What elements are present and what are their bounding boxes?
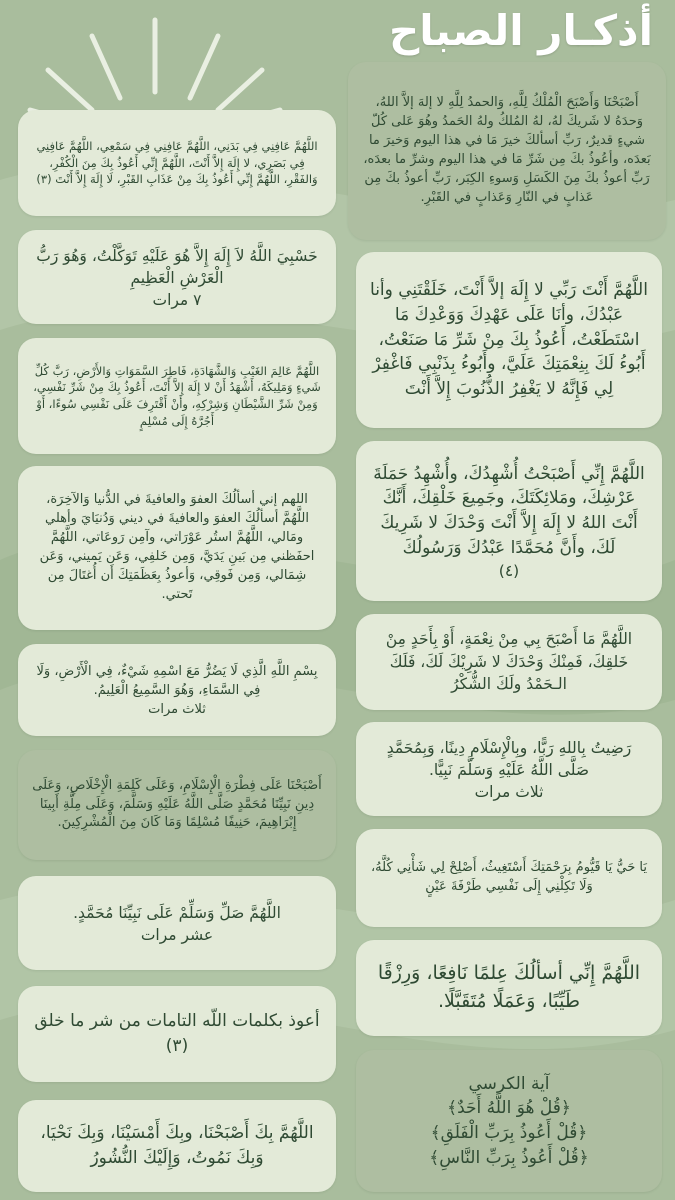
zikr-text: أعوذ بكلمات اللّه التامات من شر ما خلق (٣) [34, 1011, 320, 1056]
zikr-text: آية الكرسي ﴿قُلْ هُوَ اللَّهُ أَحَدٌ﴾ ﴿قُلْ أَعُوذُ بِرَبِّ الْفَلَقِ﴾ ﴿قُلْ أَعُوذُ بِرَبِّ النَّاسِ﴾ [429, 1073, 589, 1168]
zikr-card-right-8 [356, 1050, 662, 1192]
repeat-count: ثلاث مرات [148, 702, 206, 718]
zikr-text: اللَّهُمَّ عَالِمَ الغَيْبِ وَالشَّهَادَةِ، فَاطِرَ السَّمَوَاتِ وَالأَرْضِ، رَبَّ كُلِّ شَيءٍ وَمَلِيكَهُ، أَشْهَدُ أَنْ لا إِلَهَ إِلاَّ أَنْتَ، أَعُوذُ بِكَ مِنْ شَرِّ نَفْسِي، وَمِنْ شَرِّ الشَّيْطَانِ وَشِرْكِهِ، وأَنْ أَقْتَرِفَ عَلَى نَفْسِي سُوءًا، أَوْ أَجُرَّهُ إِلَى مُسْلِمٍ [33, 363, 321, 428]
zikr-card-right-1 [348, 62, 666, 240]
zikr-card-left-1 [18, 110, 336, 216]
zikr-text: يَا حَيُّ يَا قَيُّومُ بِرَحْمَتِكَ أَسْتَغِيثُ، أَصْلِحْ لِي شَأْنِي كُلَّهُ، وَلَا تَكِلْنِي إِلَى نَفْسِي طَرْفَةَ عَيْنٍ [370, 860, 648, 894]
repeat-count: (٤) [498, 562, 520, 581]
zikr-text: أَصْبَحْنَا عَلَى فِطْرَةِ الْإِسْلَامِ، وَعَلَى كَلِمَةِ الْإِخْلَاصِ، وَعَلَى دِينِ نَبِيِّنَا مُحَمَّدٍ صَلَّى اللَّهُ عَلَيْهِ وَسَلَّمَ، وَعَلَى مِلَّةِ أَبِينَا إِبْرَاهِيمَ، حَنِيفًا مُسْلِمًا وَمَا كَانَ مِنَ الْمُشْرِكِينَ. [32, 777, 322, 831]
zikr-card-left-3 [18, 338, 336, 454]
zikr-card-right-2 [356, 252, 662, 428]
zikr-text: حَسْبِيَ اللَّهُ لاَ إِلَهَ إِلاَّ هُوَ عَلَيْهِ تَوَكَّلْتُ، وَهُوَ رَبُّ الْعَرْشِ الْعَظِيمِ [36, 246, 318, 287]
zikr-card-right-4 [356, 614, 662, 710]
zikr-text: اللَّهُمَّ عَافِنِي فِي بَدَنِي، اللَّهُمَّ عَافِنِي فِي سَمْعِي، اللَّهُمَّ عَافِنِي فِي بَصَرِي، لا إِلَهَ إِلاَّ أَنْتَ، اللَّهُمَّ إِنِّي أَعُوذُ بِكَ مِنَ الْكُفْرِ، وَالفَقْرِ، اللَّهُمَّ إِنِّي أَعُوذُ بِكَ مِنْ عَذَابِ القَبْرِ، لَا إِلَهَ إِلاَّ أَنْتَ (٣) [36, 138, 318, 187]
zikr-card-right-7 [356, 940, 662, 1036]
zikr-text: اللَّهُمَّ إِنِّي أَصْبَحْتُ أُشْهِدُكَ، وأُشْهِدُ حَمَلَةَ عَرْشِكَ، ومَلائِكَتَكَ، وجَمِيعَ خَلْقِكَ، أَنَّكَ أَنْتَ اللهُ لا إِلَهَ إِلاَّ أَنْتَ وَحْدَكَ لا شَرِيكَ لَكَ، وأَنَّ مُحَمَّدًا عَبْدُكَ وَرَسُولُكَ [373, 463, 645, 558]
zikr-card-left-4 [18, 466, 336, 630]
zikr-card-left-6 [18, 750, 336, 860]
zikr-card-right-6 [356, 829, 662, 927]
zikr-text: اللَّهُمَّ مَا أَصْبَحَ بِي مِنْ نِعْمَةٍ، أَوْ بِأَحَدٍ مِنْ خَلقِكَ، فَمِنْكَ وَحْدَكَ لا شَرِيْكَ لَكَ، فَلَكَ الـحَمْدُ ولَكَ الشُّكْرُ [385, 630, 633, 694]
page-title: أذكـار الصباح [388, 6, 653, 55]
zikr-text: اللَّهُمَّ بِكَ أَصْبَحْنَا، وبِكَ أَمْسَيْنَا، وَبِكَ نَحْيَا، وَبِكَ نَمُوتُ، وَإِلَيْكَ النُّشُورُ [40, 1123, 314, 1168]
zikr-text: رَضِيتُ بِاللهِ رَبًّا، وبِالْإِسْلَامِ دِينًا، وَبِمُحَمَّدٍ صَلَّى اللَّهُ عَلَيْهِ وَسَلَّمَ نَبِيًّا. [386, 738, 632, 779]
repeat-count: عشر مرات [140, 926, 214, 945]
zikr-card-left-7 [18, 876, 336, 970]
zikr-text: اللَّهُمَّ أَنْتَ رَبِّي لا إِلَهَ إلاَّ أَنْتَ، خَلَقْتَنِي وأنا عَبْدُكَ، وأنَا عَلَى عَهْدِكَ وَوَعْدِكَ مَا اسْتَطَعْتُ، أَعُوذُ بِكَ مِنْ شَرِّ مَا صَنَعْتُ، أَبُوءُ لَكَ بِنِعْمَتِكَ عَلَيَّ، وأَبُوءُ بِذَنْبِي فَاغْفِرْ لِي فَإِنَّهُ لا يَغْفِرُ الذُّنُوبَ إِلاَّ أَنْتَ [370, 280, 648, 399]
zikr-card-left-9 [18, 1100, 336, 1192]
zikr-text: اللهم إني أسألُكَ العفوَ والعافيةَ في الدُّنيا وَالآخِرَة، اللَّهُمَّ أسألُكَ العفوَ والعافيةَ في ديني وَدُنيَايَ وأهلي ومَالي، اللَّهُمَّ استُر عَوْرَاتي، وآمِن رَوعَاتي، اللَّهُمَّ احفَظني مِن بَينِ يَدَيَّ، وَمِن خَلفِي، وَعَن يَميني، وَعَن شِمَالي، وَمِن فَوقِي، وَأعوذُ بِعَظَمَتِكَ أَن أُغتَالَ مِن تَحتي. [39, 492, 315, 602]
zikr-card-right-5 [356, 722, 662, 816]
zikr-card-left-2 [18, 230, 336, 324]
zikr-text: اللَّهُمَّ إِنِّي أسألُكَ عِلمًا نَافِعًا، وَرِزْقًا طَيِّبًا، وَعَمَلًا مُتَقَبَّلًا. [377, 962, 641, 1012]
zikr-card-left-8 [18, 986, 336, 1082]
zikr-text: اللَّهُمَّ صَلِّ وَسَلِّمْ عَلَى نَبِيِّنَا مُحَمَّدٍ. [73, 903, 281, 922]
zikr-card-left-5 [18, 644, 336, 736]
zikr-text: بِسْمِ اللَّهِ الَّذِي لَا يَضُرُّ مَعَ اسْمِهِ شَيْءٌ، فِي الْأَرْضِ، وَلَا فِي السَّمَاءِ، وَهُوَ السَّمِيعُ الْعَلِيمُ. [36, 663, 318, 698]
repeat-count: ثلاث مرات [474, 783, 544, 802]
zikr-card-right-3 [356, 441, 662, 601]
repeat-count: ٧ مرات [152, 291, 202, 310]
zikr-text: أَصْبَحْنَا وَأَصْبَحَ الْمُلْكُ لِلَّهِ، وَالحمدُ لِلَّهِ لا إلهَ إلاَّ اللهُ، وَحدَهُ لا شَريكَ لهُ، لهُ المُلكُ ولهُ الحَمدُ وهُوَ عَلى كُلّ شيءٍ قديرٌ، رَبِّ أسألكَ خيرَ مَا في هذا اليوم وَخيرَ ما بَعدَه، وأعُوذُ بكَ مِن شَرِّ مَا في هذا اليوم وشرِّ ما بعدَه، رَبِّ أعوذُ بكَ مِنَ الكَسَلِ وَسوءِ الكِبَر، رَبِّ أعوذُ بكَ مِن عَذابٍ في النّارِ وَعَذابٍ في القَبْرِ. [363, 95, 651, 205]
